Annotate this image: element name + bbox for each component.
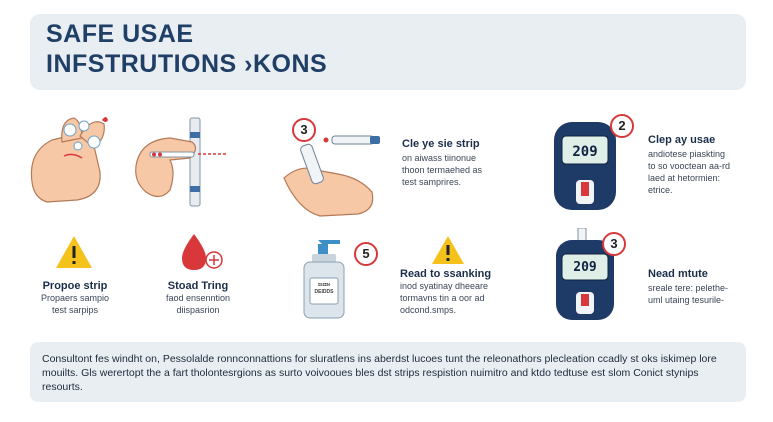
- header-banner: [30, 14, 746, 90]
- step-description: andiotese piaskting to so vooctean aa-rd laed at hetormien: etrice.: [648, 149, 731, 195]
- step-description: on aiwass tiinonue thoon termaehed as test samprires.: [402, 153, 483, 187]
- step-number-badge: 3: [292, 118, 316, 142]
- bottle-label-line-1: ɪsɪɪɴ: [318, 282, 330, 288]
- step-title: Read to ssanking: [400, 268, 492, 280]
- meter-display-reading: 209: [573, 260, 597, 275]
- wash-hands-illustration: [22, 112, 122, 204]
- footer-text: Consultont fes windht on, Pessolalde ronnconnattions for sluratlens ins aberdst lucoes tunt the releonathors plecleation ccadly st oks iskimep lore mouilts. Gls werertopt the a fart tholontesrgions as surto voivooues bles dst strips respistion nuimitro and ktdo tedtuse est slom Conict stynips resourts.: [42, 353, 717, 393]
- footer-note: [30, 342, 746, 402]
- glucose-meter-illustration: [552, 120, 618, 212]
- caption-title: Stoad Tring: [167, 280, 229, 292]
- hand-holding-lancet-illustration: [280, 130, 390, 220]
- bottle-label: [310, 282, 338, 296]
- page-title-line-2: INFSTRUTIONS ›KONS: [46, 50, 328, 78]
- caption-title: Propoe strip: [42, 280, 108, 292]
- page-title-line-1: SAFE USAE: [46, 20, 194, 48]
- blood-drop-icon: [178, 232, 226, 272]
- step-title: Clep ay usae: [648, 134, 716, 146]
- step-description: sreale tere: pelethe- uml utaing tesurile-: [648, 283, 729, 305]
- insert-strip-illustration: [130, 112, 235, 212]
- meter-display-reading: 209: [572, 144, 598, 160]
- step-number-badge: 2: [610, 114, 634, 138]
- step-number-badge: 5: [354, 242, 378, 266]
- warning-icon: [54, 234, 94, 270]
- step-description: inod syatinay dheeare tormavns tin a oor ad odcond.smps.: [400, 281, 489, 315]
- test-strip-bottle-illustration: [300, 238, 350, 320]
- bottle-label-line-2: DEIDDS: [314, 289, 334, 295]
- warning-icon: [430, 234, 466, 266]
- step-number-badge: 3: [602, 232, 626, 256]
- step-title: Cle ye sie strip: [402, 138, 480, 150]
- step-title: Nead mtute: [648, 268, 708, 280]
- caption-description: faod ensenntion diispasrion: [165, 293, 231, 315]
- caption-description: Propaers sampio test sarpips: [40, 293, 110, 315]
